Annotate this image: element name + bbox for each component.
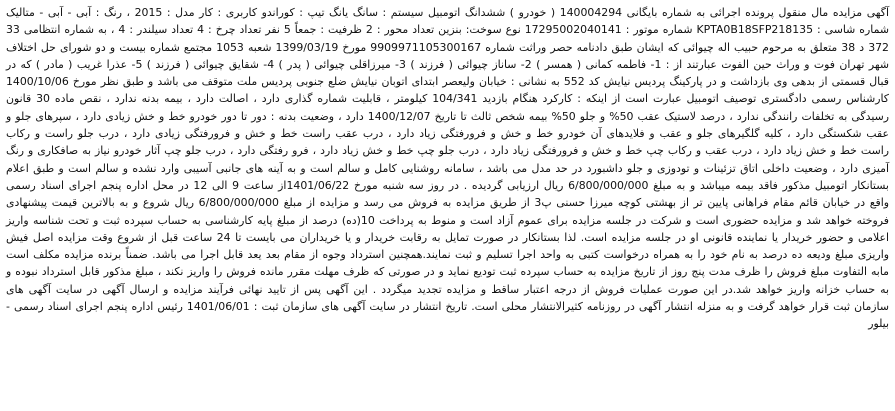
auction-notice-text: آگهی مزایده مال منقول پرونده اجرائی به شماره بایگانی 140004294 ( خودرو ) ششدانگ اتومبیل سیستم : سانگ یانگ تیپ : کوراندو کاربری : کار مدل : 2015 ، رنگ : آبی - آبی - متالیک شماره شاسی : KPTA0B18SFP218135 شماره موتور : 17295002040141 نوع سوخت: بنزین تعداد محور : 2 ظرفیت : جمعاً 5 نفر تعداد چرخ : 4 تعداد سیلندر : 4 ، به شماره انتظامی 33 372 د 38 متعلق به مرحوم حبیب اله چیوائی که ایشان طبق دادنامه حصر وراثت شماره 9909971105300167 مورخ 1399/03/19 شعبه 1053 مجتمع شماره بیست و دو شورای حل اختلاف شهر تهران فوت و وراث حین الفوت عبارتند از : 1- فاطمه کمانی ( همسر ) 2- ساناز چیوائی ( فرزند ) 3- میرزاقلی چیوائی ( پدر ) 4- شقایق چیوائی ( فرزند ) 5- عذرا غریب ( مادر ) که در قبال قسمتی از بدهی وی بازداشت و در پارکینگ پردیس نیایش کد 552 به نشانی : خیابان ولیعصر ابتدای اتوبان نیایش ضلع جنوبی پردیس ملت متوقف می باشد و طبق نظر مورخ 1400/10/06 کارشناس رسمی دادگستری توصیف اتومبیل عبارت است از اینکه : کارکرد هنگام بازدید 104/341 کیلومتر ، قابلیت شماره گذاری دارد ، اصالت دارد ، بیمه بدنه ندارد ، نقص ماده 30 قانون رسیدگی به تخلفات رانندگی ندارد ، درصد لاستیک عقب 50% و جلو 50% بیمه شخص ثالث تا تاریخ 1400/12/07 دارد ، وضعیت بدنه : دور تا دور خودرو خط و خش زیادی دارد ، سپرهای جلو و عقب شکستگی دارد ، کلیه گلگیرهای جلو و عقب و فلایدهای آن خودرو خط و خش و فرورفتگی زیاد دارد ، درب عقب راست خط و خش و فرورفتگی زیادی دارد ، درب جلو راست و رکاب راست خط و خش زیاد دارد ، درب عقب و رکاب چپ خط و خش و فرورفتگی زیاد دارد ، درب جلو چپ خط و خش زیاد دارد ، فرو رفتگی دارد ، درب جلو چپ آثار خودرو نیاز به صافکاری و رنگ آمیزی دارد ، وضعیت داخلی اتاق تزئینات و تودوزی و جلو داشبورد در حد مدل می باشد ، سامانه روشنایی کامل و سالم است و به آینه های جانبی آسیبی وارد نشده و سالم است و طبق اعلام بستانکار اتومبیل مذکور فاقد بیمه میباشد و به مبلغ 6/800/000/000 ریال ارزیابی گردیده . در روز سه شنبه مورخ 1401/06/22از ساعت 9 الی 12 در محل اداره پنجم اجرای اسناد رسمی واقع در خیابان قائم مقام فراهانی پایین تر از بهشتی کوچه میرزا حسنی پ3 از طریق مزایده به فروش می رسد و مزایده از مبلغ 6/800/000/000 ریال شروع و به بالاترین قیمت پیشنهادی فروخته خواهد شد و مزایده حضوری است و شرکت در جلسه مزایده برای عموم آزاد است و منوط به پرداخت 10(ده) درصد از مبلغ پایه کارشناسی به حساب سپرده ثبت و تحت شناسه واریز اعلامی و حضور خریدار یا نماینده قانونی او در جلسه مزایده است. لذا بستانکار در صورت تمایل به رقابت خریدار و یا خریداران می بایست تا 24 ساعت قبل از شروع وقت مزایده اصل فیش واریزی مبلغ ودیعه ده درصد به نام خود را به همراه درخواست کتبی به واحد اجرا تسلیم و ثبت نمایند.همچنین استرداد وجوه از مقام بعد یعد قابل اجرا می باشد. ضمناً برنده مزایده مکلف است مابه التفاوت مبلغ فروش را ظرف مدت پنج روز از تاریخ مزایده به حساب سپرده ثبت تودیع نماید و در صورتی که ظرف مهلت مقرر مانده فروش را واریز نکند ، مبلغ مذکور قابل استرداد نبوده و به حساب خزانه واریز خواهد شد.در این صورت عملیات فروش از درجه اعتبار ساقط و مزایده تجدید میگردد . این آگهی پس از تایید نهائی فرآیند مزایده و ارسال آگهی در سایت آگهی های سازمان ثبت قرار خواهد گرفت و به منزله انتشار آگهی در روزنامه کثیرالانتشار محلی است. تاریخ انتشار در سایت آگهی های سازمان ثبت : 1401/06/01 رئیس اداره پنجم اجرای اسناد رسمی - بیلور <box>6 6 890 331</box>
